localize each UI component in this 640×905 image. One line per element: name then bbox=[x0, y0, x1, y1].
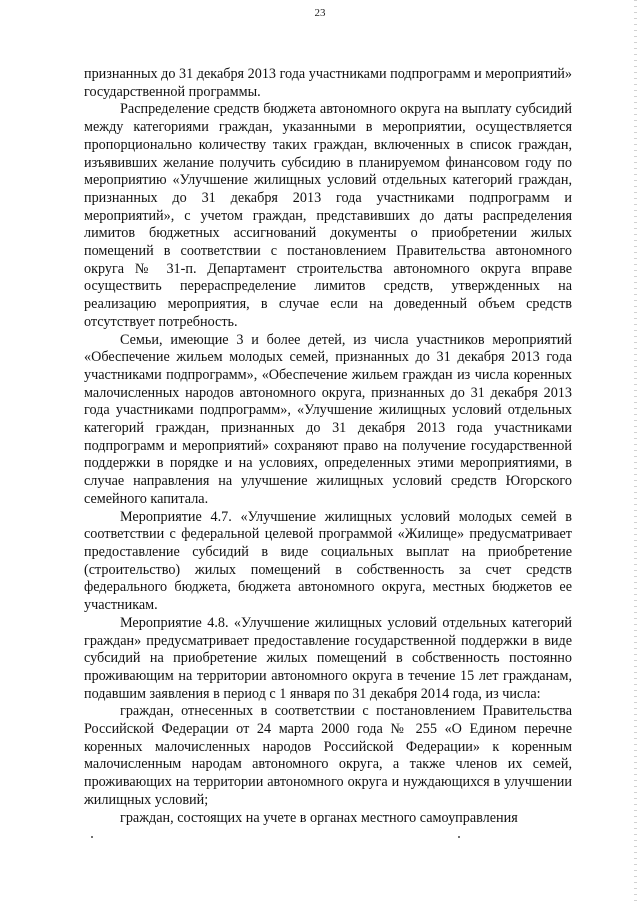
scan-edge-marks bbox=[634, 0, 637, 905]
paragraph-6: граждан, отнесенных в соответствии с постановлением Правительства Российской Федерации от 24 марта 2000 года № 255 «О Едином перечне коренных малочисленных народов Российской Федерации» к коренным малочисленным народам автономного округа, а также членов их семей, проживающих на территории автономного округа и нуждающихся в улучшении жилищных условий; bbox=[84, 703, 572, 808]
paragraph-2: Распределение средств бюджета автономного округа на выплату субсидий между категориями граждан, указанными в мероприятии, осуществляется пропорционально количеству таких граждан, включенных в список граждан, изъявивших желание получить субсидию в планируемом финансовом году по мероприятию «Улучшение жилищных условий отдельных категорий граждан, признанных до 31 декабря 2013 года участниками подпрограмм и мероприятий», с учетом граждан, представивших до даты распределения лимитов бюджетных ассигнований документы о приобретении жилых помещений в соответствии с постановлением Правительства автономного округа № 31-п. Департамент строительства автономного округа вправе осуществить перераспределение лимитов средств, утвержденных на реализацию мероприятия, в случае если на доведенный объем средств отсутствует потребность. bbox=[84, 101, 572, 330]
page-number: 23 bbox=[314, 7, 326, 19]
paragraph-1: признанных до 31 декабря 2013 года участниками подпрограмм и мероприятий» государственной программы. bbox=[84, 66, 572, 100]
scan-dot bbox=[458, 836, 460, 838]
document-body bbox=[84, 66, 572, 827]
paragraph-5: Мероприятие 4.8. «Улучшение жилищных условий отдельных категорий граждан» предусматривает предоставление государственной поддержки в виде субсидий на приобретение жилых помещений в собственность постоянно проживающим на территории автономного округа в течение 15 лет гражданам, подавшим заявления в период с 1 января по 31 декабря 2014 года, из числа: bbox=[84, 614, 572, 702]
paragraph-4: Мероприятие 4.7. «Улучшение жилищных условий молодых семей в соответствии с федеральной целевой программой «Жилище» предусматривает предоставление субсидий в виде социальных выплат на приобретение (строительство) жилых помещений в собственность за счет средств федерального бюджета, бюджета автономного округа, местных бюджетов ее участникам. bbox=[84, 508, 572, 614]
scan-dot bbox=[91, 836, 93, 838]
paragraph-7: граждан, состоящих на учете в органах местного самоуправления bbox=[120, 809, 518, 826]
paragraph-3: Семьи, имеющие 3 и более детей, из числа участников мероприятий «Обеспечение жильем молодых семей, признанных до 31 декабря 2013 года участниками подпрограмм», «Обеспечение жильем граждан из числа коренных малочисленных народов автономного округа, признанных до 31 декабря 2013 года участниками подпрограмм», «Улучшение жилищных условий отдельных категорий граждан, признанных до 31 декабря 2013 года участниками подпрограмм и мероприятий» сохраняют право на получение государственной поддержки в порядке и на условиях, определенных этими мероприятиями, в случае направления на улучшение жилищных условий средств Югорского семейного капитала. bbox=[84, 331, 572, 507]
